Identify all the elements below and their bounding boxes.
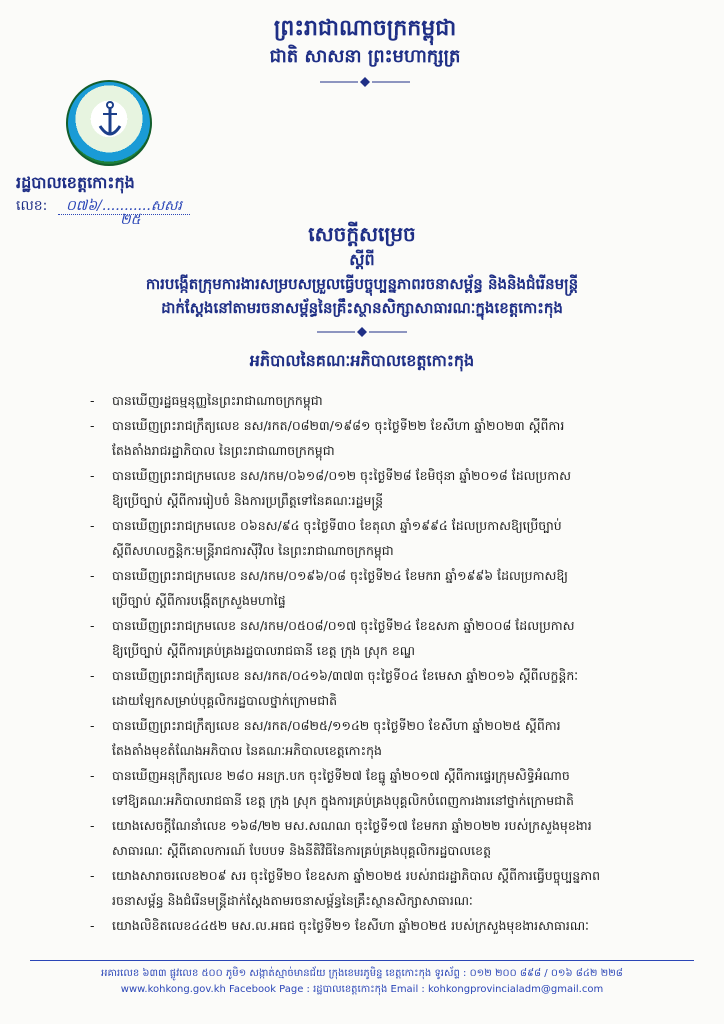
list-item: - បានឃើញអនុក្រឹត្យលេខ ២៨០ អនក្រ.បក ចុះថ្ងៃទី២៧ ខែធ្នូ ឆ្នាំ២០១៧ ស្តីពីការផ្ទេរក្រុមសិទ្ធិអំណាច ទៅឱ្យគណៈអភិបាលរាជធានី ខេត្ត ក្រុង ស្រុក ក្នុងការគ្រប់គ្រងបុគ្គលិកបំពេញការងារនៅថ្នាក់ក្រោមជាតិ xyxy=(90,768,574,808)
list-item: - បានឃើញព្រះរាជក្រឹត្យលេខ នស/រកត/០៤១៦/៣៧៣ ចុះថ្ងៃទី០៤ ខែមេសា ឆ្នាំ២០១៦ ស្តីពីលក្ខន្តិកៈ ដោយឡែកសម្រាប់បុគ្គលិករដ្ឋបាលថ្នាក់ក្រោមជាតិ xyxy=(90,668,579,708)
list-item: - បានឃើញព្រះរាជក្រមលេខ នស/រកម/០៥០៨/០១៧ ចុះថ្ងៃទី២៤ ខែឧសភា ឆ្នាំ២០០៨ ដែលប្រកាស ឱ្យប្រើច្បាប់ ស្តីពីការគ្រប់គ្រងរដ្ឋបាលរាជធានី ខេត្ត ក្រុង ស្រុក ខណ្ឌ xyxy=(90,618,575,658)
list-item: - បានឃើញព្រះរាជក្រមលេខ នស/រកម/០៦១៨/០១២ ចុះថ្ងៃទី២៨ ខែមិថុនា ឆ្នាំ២០១៨ ដែលប្រកាស ឱ្យប្រើច្បាប់ ស្តីពីការរៀបចំ និងការប្រព្រឹត្តទៅនៃគណៈរដ្ឋមន្ត្រី xyxy=(90,468,572,508)
document-about: ស្តីពី xyxy=(349,250,375,269)
footer xyxy=(20,966,704,998)
kingdom-name: ព្រះរាជាណាចក្រកម្ពុជា xyxy=(273,16,457,41)
ornament-divider xyxy=(40,322,684,334)
kingdom-header xyxy=(200,14,530,84)
list-item: - បានឃើញព្រះរាជក្រឹត្យលេខ នស/រកត/០៨២៣/១៩៨១ ចុះថ្ងៃទី២២ ខែសីហា ឆ្នាំ២០២៣ ស្តីពីការ តែងតាំងរាជរដ្ឋាភិបាល នៃព្រះរាជាណាចក្រកម្ពុជា xyxy=(90,418,565,458)
subject-line-2: ដាក់ស្តែងនៅតាមរចនាសម្ព័ន្ធនៃគ្រឹះស្ថានសិក្សាសាធារណៈក្នុងខេត្តកោះកុង xyxy=(161,299,563,317)
decision-title xyxy=(40,220,684,334)
ornament-divider xyxy=(200,72,530,84)
list-item: - បានឃើញព្រះរាជក្រមលេខ ០៦នស/៩៤ ចុះថ្ងៃទី៣០ ខែតុលា ឆ្នាំ១៩៩៤ ដែលប្រកាសឱ្យប្រើច្បាប់ ស្តីពីសហលក្ខន្តិកៈមន្ត្រីរាជការស៊ីវិល នៃព្រះរាជាណាចក្រកម្ពុជា xyxy=(90,518,562,558)
reference-label: លេខ: xyxy=(16,198,48,214)
list-item: - យោងសារាចរលេខ២០៩ សរ ចុះថ្ងៃទី២០ ខែឧសភា ឆ្នាំ២០២៥ របស់រាជរដ្ឋាភិបាល ស្តីពីការធ្វើបច្ចុប្បន្នភាព រចនាសម្ព័ន្ធ និងជំរើនមន្ត្រីដាក់ស្តែងតាមរចនាសម្ព័ន្ធនៃគ្រឹះស្ថានសិក្សាសាធារណៈ xyxy=(90,868,601,908)
list-item: - បានឃើញព្រះរាជក្រមលេខ នស/រកម/០១៩៦/០៨ ចុះថ្ងៃទី២៤ ខែមករា ឆ្នាំ១៩៩៦ ដែលប្រកាសឱ្យ ប្រើច្បាប់ ស្តីពីការបង្កើតក្រសួងមហាផ្ទៃ xyxy=(90,568,569,608)
issuing-authority: អភិបាលនៃគណៈអភិបាលខេត្តកោះកុង xyxy=(249,351,475,370)
document-type: សេចក្តីសម្រេច xyxy=(308,222,416,246)
list-item: - បានឃើញរដ្ឋធម្មនុញ្ញនៃព្រះរាជាណាចក្រកម្ពុជា xyxy=(90,393,323,408)
provincial-seal-icon xyxy=(66,80,152,166)
footer-address: អគារលេខ ៦៣៣ ផ្លូវលេខ ៥០០ ភូមិ១ សង្កាត់ស្មាច់មានជ័យ ក្រុងខេមរភូមិន្ទ ខេត្តកោះកុង ទូរស័ព្ទ : ០១២ ២០០ ៨៩៨ / ០១៦ ៨៤២ ២២៨ xyxy=(101,968,623,979)
footer-contact: www.kohkong.gov.kh Facebook Page : រដ្ឋបាលខេត្តកោះកុង Email : kohkongprovincialadm@gmail.com xyxy=(120,984,604,995)
handwritten-note: ២៥ xyxy=(120,212,141,228)
subject-line-1: ការបង្កើតក្រុមការងារសម្របសម្រួលធ្វើបច្ចុប្បន្នភាពរចនាសម្ព័ន្ធ និងនិងជំរើនមន្ត្រី xyxy=(145,275,579,293)
reference-value: ០៧៦/...........សសរ xyxy=(58,198,190,215)
list-item: - បានឃើញព្រះរាជក្រឹត្យលេខ នស/រកត/០៨២៥/១១៤២ ចុះថ្ងៃទី២០ ខែសីហា ឆ្នាំ២០២៥ ស្តីពីការ តែងតាំងមុខតំណែងអភិបាល នៃគណៈអភិបាលខេត្តកោះកុង xyxy=(90,718,561,758)
issuing-office: រដ្ឋបាលខេត្តកោះកុង xyxy=(16,173,135,192)
footer-divider xyxy=(30,960,694,961)
legal-basis-list xyxy=(90,388,692,938)
list-item: - យោងលិខិតលេខ៤៤៥២ មស.ល.អធជ ចុះថ្ងៃទី២១ ខែសីហា ឆ្នាំ២០២៥ របស់ក្រសួងមុខងារសាធារណៈ xyxy=(90,918,589,933)
national-motto: ជាតិ សាសនា ព្រះមហាក្សត្រ xyxy=(269,46,461,67)
list-item: - យោងសេចក្តីណែនាំលេខ ១៦៨/២២ មស.សណណ ចុះថ្ងៃទី១៧ ខែមករា ឆ្នាំ២០២២ របស់ក្រសួងមុខងារ សាធារណៈ ស្តីពីគោលការណ៍ បែបបទ និងនីតិវិធីនៃការគ្រប់គ្រងបុគ្គលិករដ្ឋបាលខេត្ត xyxy=(90,818,592,858)
